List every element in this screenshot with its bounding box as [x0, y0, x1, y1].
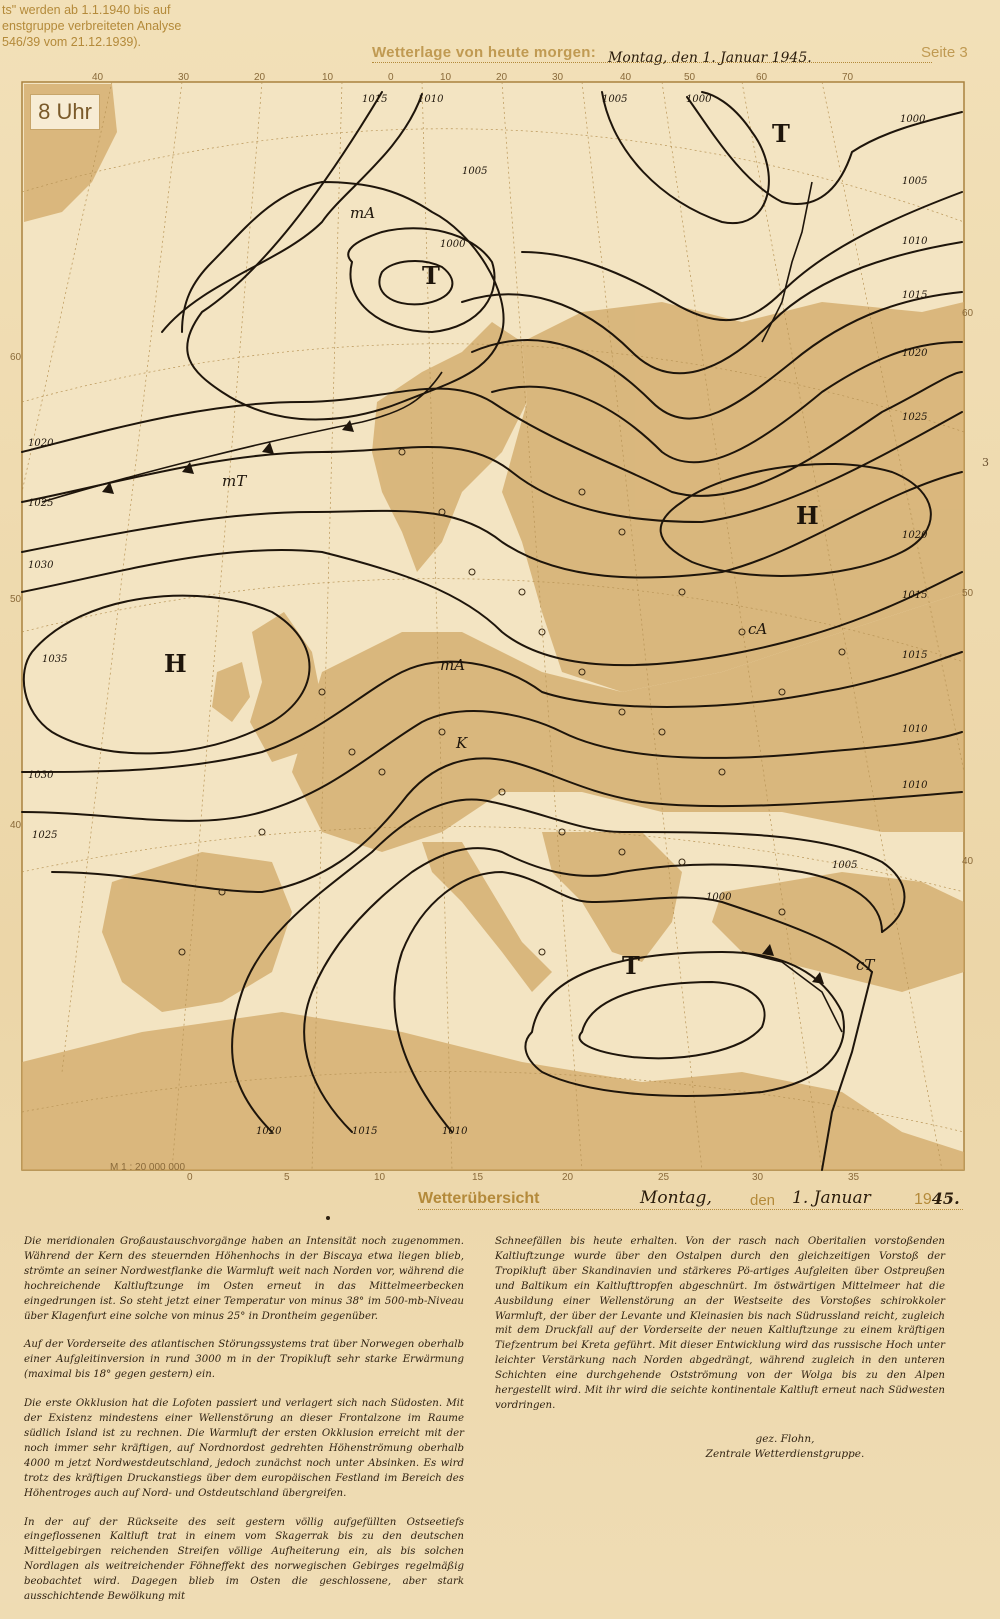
- page-number: Seite 3: [921, 44, 968, 61]
- map-scale: M 1 : 20 000 000: [110, 1162, 186, 1173]
- isobar-value: 1035: [42, 654, 68, 665]
- air-mass-label: cA: [748, 620, 768, 638]
- longitude-label: 60: [756, 72, 768, 83]
- top-note-line: enstgruppe verbreiteten Analyse: [2, 19, 182, 33]
- longitude-label: 70: [842, 72, 854, 83]
- high-pressure-center: H: [796, 501, 819, 530]
- longitude-label: 0: [187, 1172, 193, 1183]
- header-dotted-line: [372, 62, 932, 63]
- high-pressure-center: H: [164, 649, 187, 678]
- longitude-label: 30: [178, 72, 190, 83]
- low-pressure-center: T: [422, 261, 440, 290]
- summary-paragraph: Schneefällen bis heute erhalten. Von der rasch nach Oberitalien vorstoßenden Kaltluftzunge wurde über den Ostalpen durch den gleichzeitigen Vorstoß der Tropikluft über Skandinavien und stärkeres Pö-artiges Aufgleiten über Ostpreußen und Baltikum ein Kaltlufttropfen abgeschnürt. Im östwärtigen Mittelmeer hat die Ausbildung einer Wellenstörung an der Westseite des Vorstoßes schirokkoler Warmluft, der über der Levante und Kleinasien bis nach Südrussland reicht, zugleich mit dem Druckfall auf der Vorderseite der neuen Kaltluftzunge zu einem kräftigen Tiefzentrum bei Kreta geführt. Mit dieser Entwicklung wird das russische Hoch unter leichter Verstärkung nach Norden abgedrängt, während zugleich in den unteren Schichten eine durchgehende Ostströmung von der Wolga bis zu den Alpen hergestellt wird. Mit ihr wird die seichte kontinentale Kaltluft erneut nach Südwesten vordringen.: [495, 1236, 945, 1411]
- isobar-value: 1015: [902, 650, 928, 661]
- isobar-value: 1030: [28, 560, 54, 571]
- year-prefix: 19: [914, 1191, 932, 1208]
- top-note: [2, 2, 181, 50]
- longitude-label: 15: [472, 1172, 484, 1183]
- map-hour-label: 8 Uhr: [30, 94, 100, 130]
- isobar-value: 1010: [902, 236, 928, 247]
- isobar-value: 1000: [686, 94, 712, 105]
- longitude-label: 50: [684, 72, 696, 83]
- longitude-label: 40: [92, 72, 104, 83]
- isobar-value: 1020: [256, 1126, 282, 1137]
- latitude-label: 60: [10, 352, 22, 363]
- isobar-value: 1010: [902, 724, 928, 735]
- top-note-line: ts" werden ab 1.1.1940 bis auf: [2, 3, 171, 17]
- isobar-value: 1030: [28, 770, 54, 781]
- summary-dotted-line: [418, 1209, 963, 1210]
- low-pressure-center: T: [772, 119, 790, 148]
- summary-heading: Wetterübersicht: [418, 1190, 540, 1207]
- summary-paragraph: Die meridionalen Großaustauschvorgänge haben an Intensität noch zugenommen. Während der Kern des steuernden Höhenhochs in der Biscaya etwa liegen blieb, strömte an seiner Nordwestflanke die Warmluft weit nach Norden vor, während die hochreichende Kaltluftzunge im Osten erneut in das Mittelmeerbecken eingedrungen ist. So steht jetzt einer Temperatur von minus 38° im 500-mb-Niveau über Klagenfurt eine solche von minus 25° in Drontheim gegenüber.: [24, 1236, 464, 1322]
- latitude-label: 40: [10, 820, 22, 831]
- longitude-label: 0: [388, 72, 394, 83]
- isobar-value: 1025: [28, 498, 54, 509]
- longitude-label: 35: [848, 1172, 860, 1183]
- isobar-value: 1010: [902, 780, 928, 791]
- longitude-label: 5: [284, 1172, 290, 1183]
- longitude-label: 10: [374, 1172, 386, 1183]
- longitude-label: 30: [752, 1172, 764, 1183]
- summary-day: Montag,: [640, 1188, 712, 1208]
- summary-paragraph: Die erste Okklusion hat die Lofoten passiert und verlagert sich nach Südosten. Mit der Existenz mindestens einer Wellenstörung an dieser Frontalzone im Raume südlich Island ist zu rechnen. Die Warmluft der ersten Okklusion erreicht mit der noch immer sehr kräftigen, auf Nordnordost gedrehten Höhenströmung oberhalb 4000 m jetzt Nordwestdeutschland, jedoch zunächst noch unter Absinken. Es wird trotz des kräftigen Druckanstiegs über dem europäischen Festland im Bereich des Höhentroges auch auf Nord- und Ostdeutschland übergreifen.: [24, 1398, 464, 1499]
- air-mass-label: mT: [222, 472, 247, 490]
- isobar-value: 1025: [32, 830, 58, 841]
- longitude-label: 25: [658, 1172, 670, 1183]
- margin-mark: 3: [982, 456, 989, 469]
- air-mass-label: K: [456, 734, 468, 752]
- longitude-label: 10: [322, 72, 334, 83]
- isobar-value: 1010: [418, 94, 444, 105]
- weather-map-svg: [10, 72, 982, 1183]
- page-title: Wetterlage von heute morgen:: [372, 44, 596, 61]
- latitude-label: 50: [962, 588, 974, 599]
- isobar-value: 1005: [462, 166, 488, 177]
- isobar-value: 1025: [902, 412, 928, 423]
- summary-paragraph: In der auf der Rückseite des seit gestern völlig aufgefüllten Ostseetiefs eingeflossenen Kaltluft trat in einem vom Skagerrak bis zu den deutschen Mittelgebirgen reichenden Streifen völlige Aufheiterung ein, als bis solchen Nordlagen als weitreichender Föhneffekt des norwegischen Gebirges regelmäßig beobachtet wird. Dagegen blieb im Osten die geschlossene, aber stark ausschichtende Bewölkung mit: [24, 1516, 464, 1603]
- air-mass-label: mA: [350, 204, 376, 222]
- isobar-value: 1000: [900, 114, 926, 125]
- latitude-label: 40: [962, 856, 974, 867]
- latitude-label: 60: [962, 308, 974, 319]
- isobar-value: 1005: [832, 860, 858, 871]
- longitude-label: 40: [620, 72, 632, 83]
- summary-date: 1. Januar: [792, 1188, 871, 1208]
- longitude-label: 30: [552, 72, 564, 83]
- summary-right-column: [495, 1235, 945, 1428]
- isobar-value: 1015: [352, 1126, 378, 1137]
- longitude-label: 20: [562, 1172, 574, 1183]
- summary-den: den: [750, 1192, 776, 1209]
- low-pressure-center: T: [622, 951, 640, 980]
- air-mass-label: cT: [856, 956, 875, 974]
- summary-left-column: [24, 1235, 464, 1619]
- isobar-value: 1015: [902, 590, 928, 601]
- longitude-label: 20: [496, 72, 508, 83]
- air-mass-label: mA: [440, 656, 466, 674]
- weather-map: [10, 72, 982, 1183]
- isobar-value: 1015: [362, 94, 388, 105]
- isobar-value: 1005: [902, 176, 928, 187]
- isobar-value: 1020: [28, 438, 54, 449]
- isobar-value: 1000: [706, 892, 732, 903]
- signature: [700, 1432, 870, 1462]
- isobar-value: 1020: [902, 530, 928, 541]
- signature-name: gez. Flohn,: [755, 1433, 815, 1445]
- longitude-label: 20: [254, 72, 266, 83]
- isobar-value: 1005: [602, 94, 628, 105]
- isobar-value: 1015: [902, 290, 928, 301]
- signature-org: Zentrale Wetterdienstgruppe.: [705, 1448, 865, 1460]
- isobar-value: 1010: [442, 1126, 468, 1137]
- longitude-label: 10: [440, 72, 452, 83]
- handwritten-date: Montag, den 1. Januar 1945.: [608, 50, 812, 66]
- year-suffix: 45.: [931, 1189, 960, 1208]
- bullet-dot: [326, 1216, 330, 1220]
- summary-year: [914, 1189, 960, 1209]
- isobar-value: 1000: [440, 239, 466, 250]
- summary-paragraph: Auf der Vorderseite des atlantischen Störungssystems trat über Norwegen oberhalb einer Aufgleitinversion in rund 3000 m in der Tropikluft sehr starke Erwärmung (maximal bis 18° gegen gestern) ein.: [24, 1339, 464, 1381]
- isobar-value: 1020: [902, 348, 928, 359]
- latitude-label: 50: [10, 594, 22, 605]
- top-note-line: 546/39 vom 21.12.1939).: [2, 35, 141, 49]
